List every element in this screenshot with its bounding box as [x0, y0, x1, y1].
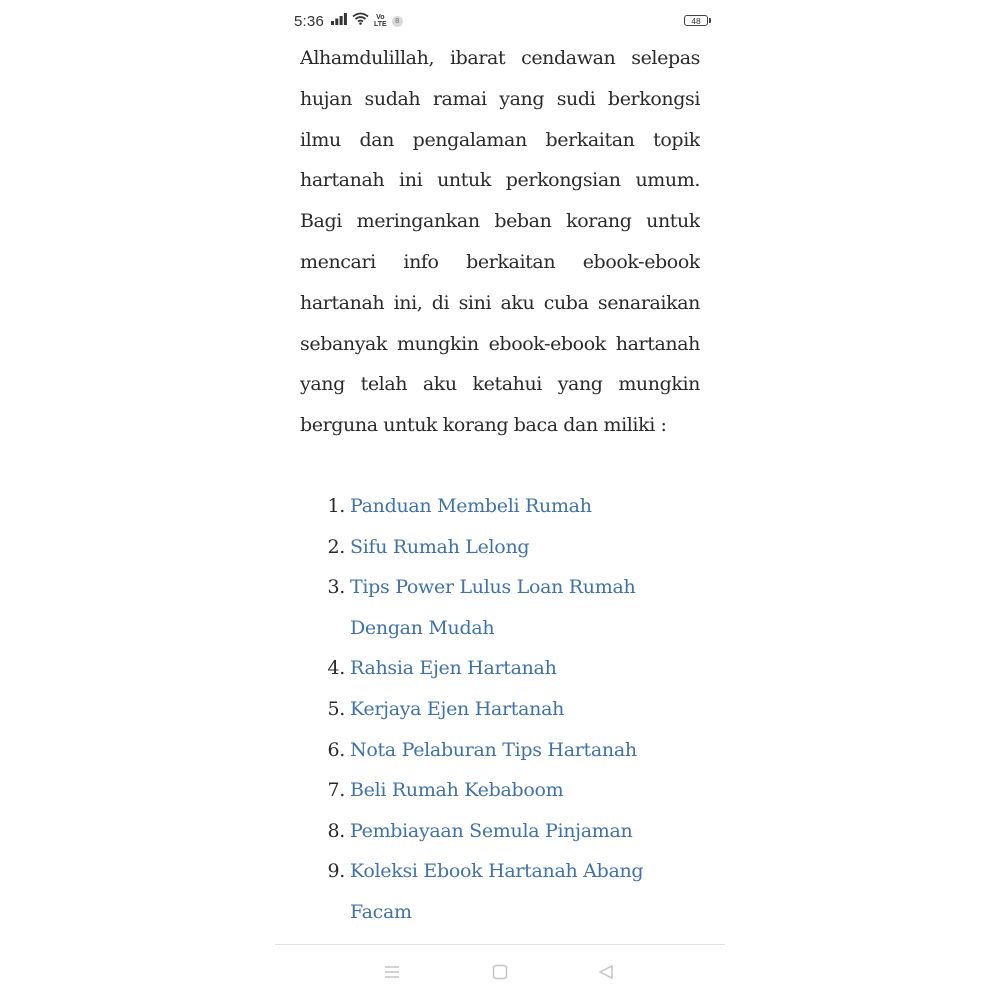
wifi-icon	[352, 12, 369, 30]
ebook-link[interactable]: Rahsia Ejen Hartanah	[350, 657, 557, 680]
status-time: 5:36	[294, 13, 324, 30]
navigation-bar	[275, 945, 725, 1000]
ebook-link[interactable]: Nota Pelaburan Tips Hartanah	[350, 738, 637, 761]
ebook-link[interactable]: Koleksi Ebook Hartanah Abang Facam	[350, 860, 644, 923]
ebook-list-item	[300, 648, 700, 689]
notification-badge: 8	[392, 16, 403, 27]
recent-apps-icon	[383, 965, 401, 979]
ebook-list-item	[300, 567, 700, 648]
intro-paragraph: Alhamdulillah, ibarat cendawan selepas hujan sudah ramai yang sudi berkongsi ilmu dan pengalaman berkaitan topik hartanah ini untuk perkongsian umum. Bagi meringankan beban korang untuk mencari info berkaitan ebook-ebook hartanah ini, di sini aku cuba senaraikan sebanyak mungkin ebook-ebook hartanah yang telah aku ketahui yang mungkin berguna untuk korang baca dan miliki :	[300, 47, 700, 437]
ebook-list	[300, 486, 700, 933]
ebook-link[interactable]: Panduan Membeli Rumah	[350, 494, 592, 517]
back-button[interactable]	[591, 959, 621, 985]
ebook-number: 9.	[327, 860, 345, 883]
ebook-link[interactable]: Beli Rumah Kebaboom	[350, 779, 564, 802]
status-icons	[331, 12, 403, 30]
phone-screen	[275, 0, 725, 1000]
ebook-number: 6.	[327, 738, 345, 761]
ebook-list-item	[300, 851, 700, 932]
recent-apps-button[interactable]	[377, 959, 407, 985]
home-icon	[492, 964, 508, 980]
volte-top-label: Vo	[376, 14, 385, 21]
home-button[interactable]	[485, 959, 515, 985]
ebook-list-item	[300, 527, 700, 568]
battery-icon: 48	[684, 15, 708, 26]
ebook-number: 4.	[327, 657, 345, 680]
ebook-list-item	[300, 770, 700, 811]
volte-icon	[374, 14, 387, 28]
ebook-link[interactable]: Tips Power Lulus Loan Rumah Dengan Mudah	[350, 576, 636, 639]
status-bar	[275, 0, 725, 42]
ebook-number: 5.	[327, 697, 345, 720]
ebook-number: 2.	[327, 535, 345, 558]
ebook-list-item	[300, 486, 700, 527]
ebook-link[interactable]: Kerjaya Ejen Hartanah	[350, 697, 565, 720]
ebook-number: 3.	[327, 576, 345, 599]
ebook-list-item	[300, 811, 700, 852]
signal-bars-icon	[331, 12, 347, 30]
back-icon	[598, 964, 614, 980]
ebook-list-item	[300, 689, 700, 730]
volte-bottom-label: LTE	[374, 21, 387, 28]
ebook-number: 7.	[327, 779, 345, 802]
ebook-link[interactable]: Pembiayaan Semula Pinjaman	[350, 819, 633, 842]
ebook-number: 8.	[327, 819, 345, 842]
article-content	[300, 38, 700, 944]
ebook-link[interactable]: Sifu Rumah Lelong	[350, 535, 530, 558]
ebook-list-item	[300, 730, 700, 771]
ebook-number: 1.	[327, 494, 345, 517]
